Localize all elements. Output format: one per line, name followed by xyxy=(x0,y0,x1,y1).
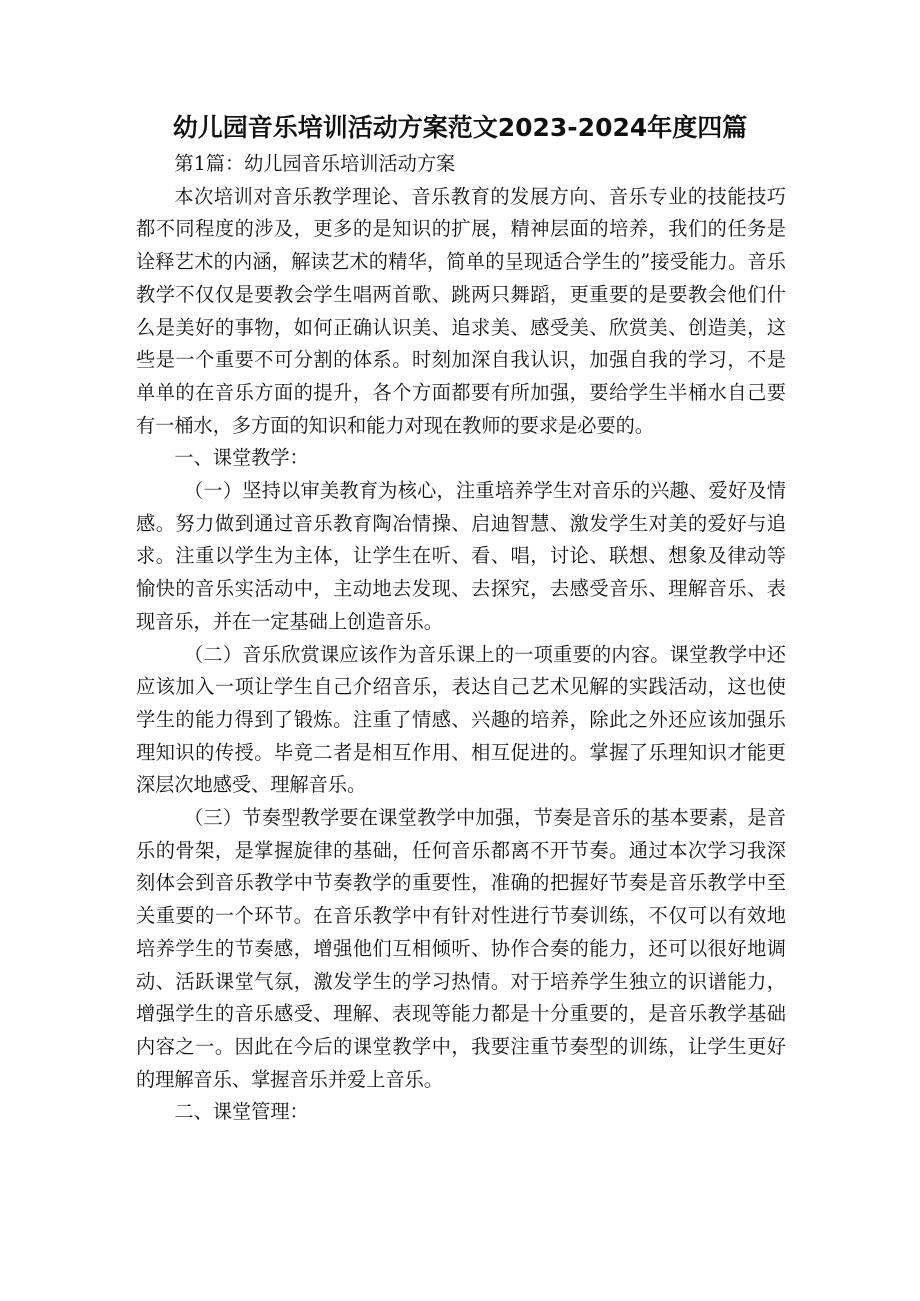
intro-paragraph: 本次培训对音乐教学理论、音乐教育的发展方向、音乐专业的技能技巧都不同程度的涉及，更多的是知识的扩展，精神层面的培养，我们的任务是诠释艺术的内涵，解读艺术的精华，简单的呈现适合学生的”接受能力。音乐教学不仅仅是要教会学生唱两首歌、跳两只舞蹈，更重要的是要教会他们什么是美好的事物，如何正确认识美、追求美、感受美、欣赏美、创造美，这些是一个重要不可分割的体系。时刻加深自我认识，加强自我的学习，不是单单的在音乐方面的提升，各个方面都要有所加强，要给学生半桶水自己要有一桶水，多方面的知识和能力对现在教师的要求是必要的。 xyxy=(136,184,786,437)
paragraph-item-2: （二）音乐欣赏课应该作为音乐课上的一项重要的内容。课堂教学中还应该加入一项让学生自己介绍音乐，表达自己艺术见解的实践活动，这也使学生的能力得到了锻炼。注重了情感、兴趣的培养，除此之外还应该加强乐理知识的传授。毕竟二者是相互作用、相互促进的。掌握了乐理知识才能更深层次地感受、理解音乐。 xyxy=(136,642,786,797)
paragraph-item-1: （一）坚持以审美教育为核心，注重培养学生对音乐的兴趣、爱好及情感。努力做到通过音乐教育陶冶情操、启迪智慧、激发学生对美的爱好与追求。注重以学生为主体，让学生在听、看、唱，讨论、联想、想象及律动等愉快的音乐实活动中，主动地去发现、去探究，去感受音乐、理解音乐、表现音乐，并在一定基础上创造音乐。 xyxy=(136,479,786,633)
section-heading-classroom-teaching: 一、课堂教学： xyxy=(174,446,309,470)
section-heading-classroom-management: 二、课堂管理： xyxy=(174,1100,309,1124)
paragraph-item-3: （三）节奏型教学要在课堂教学中加强，节奏是音乐的基本要素，是音乐的骨架，是掌握旋律的基础，任何音乐都离不开节奏。通过本次学习我深刻体会到音乐教学中节奏教学的重要性，准确的把握好节奏是音乐教学中至关重要的一个环节。在音乐教学中有针对性进行节奏训练，不仅可以有效地培养学生的节奏感，增强他们互相倾听、协作合奏的能力，还可以很好地调动、活跃课堂气氛，激发学生的学习热情。对于培养学生独立的识谱能力，增强学生的音乐感受、理解、表现等能力都是十分重要的，是音乐教学基础内容之一。因此在今后的课堂教学中，我要注重节奏型的训练，让学生更好的理解音乐、掌握音乐并爱上音乐。 xyxy=(136,806,786,1091)
article-subtitle: 第1篇：幼儿园音乐培训活动方案 xyxy=(174,152,456,175)
document-body xyxy=(136,148,786,1129)
document-title: 幼儿园音乐培训活动方案范文2023-2024年度四篇 xyxy=(172,113,748,142)
